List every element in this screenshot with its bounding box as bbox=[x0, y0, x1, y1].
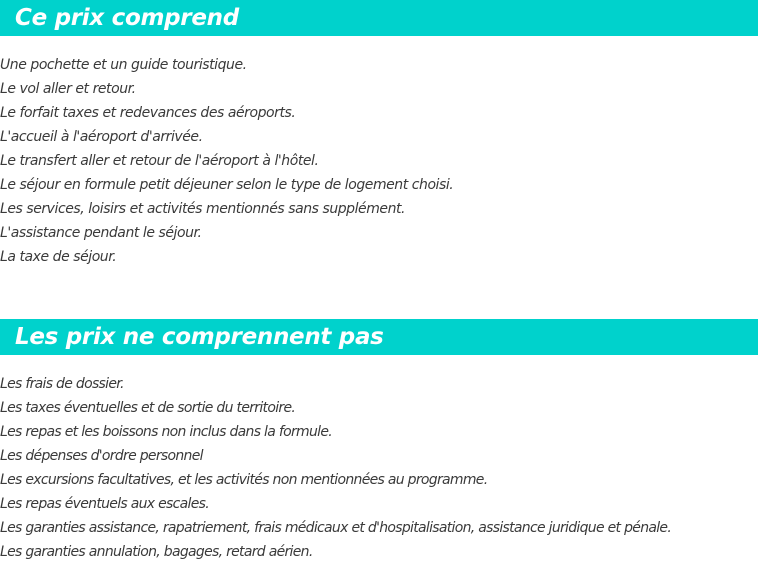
list-item: Les dépenses d'ordre personnel bbox=[0, 448, 203, 464]
list-item: Le vol aller et retour. bbox=[0, 81, 136, 97]
list-item: L'accueil à l'aéroport d'arrivée. bbox=[0, 129, 203, 145]
section-header-excluded bbox=[0, 319, 758, 355]
list-item: Les frais de dossier. bbox=[0, 376, 124, 392]
excluded-list bbox=[0, 372, 671, 564]
section-header-included bbox=[0, 0, 758, 36]
included-list bbox=[0, 53, 453, 269]
list-item: Les garanties annulation, bagages, retard aérien. bbox=[0, 544, 313, 560]
list-item: Les services, loisirs et activités mentionnés sans supplément. bbox=[0, 201, 406, 217]
list-item: Une pochette et un guide touristique. bbox=[0, 57, 247, 73]
section-title-included: Ce prix comprend bbox=[15, 5, 239, 31]
list-item: Les garanties assistance, rapatriement, frais médicaux et d'hospitalisation, assistance juridique et pénale. bbox=[0, 520, 672, 536]
list-item: Les excursions facultatives, et les activités non mentionnées au programme. bbox=[0, 472, 488, 488]
list-item: Le séjour en formule petit déjeuner selon le type de logement choisi. bbox=[0, 177, 454, 193]
list-item: L'assistance pendant le séjour. bbox=[0, 225, 202, 241]
list-item: La taxe de séjour. bbox=[0, 249, 117, 265]
list-item: Les repas éventuels aux escales. bbox=[0, 496, 209, 512]
list-item: Le transfert aller et retour de l'aéroport à l'hôtel. bbox=[0, 153, 319, 169]
list-item: Les repas et les boissons non inclus dans la formule. bbox=[0, 424, 332, 440]
section-title-excluded: Les prix ne comprennent pas bbox=[15, 324, 384, 350]
list-item: Le forfait taxes et redevances des aéroports. bbox=[0, 105, 296, 121]
list-item: Les taxes éventuelles et de sortie du territoire. bbox=[0, 400, 296, 416]
